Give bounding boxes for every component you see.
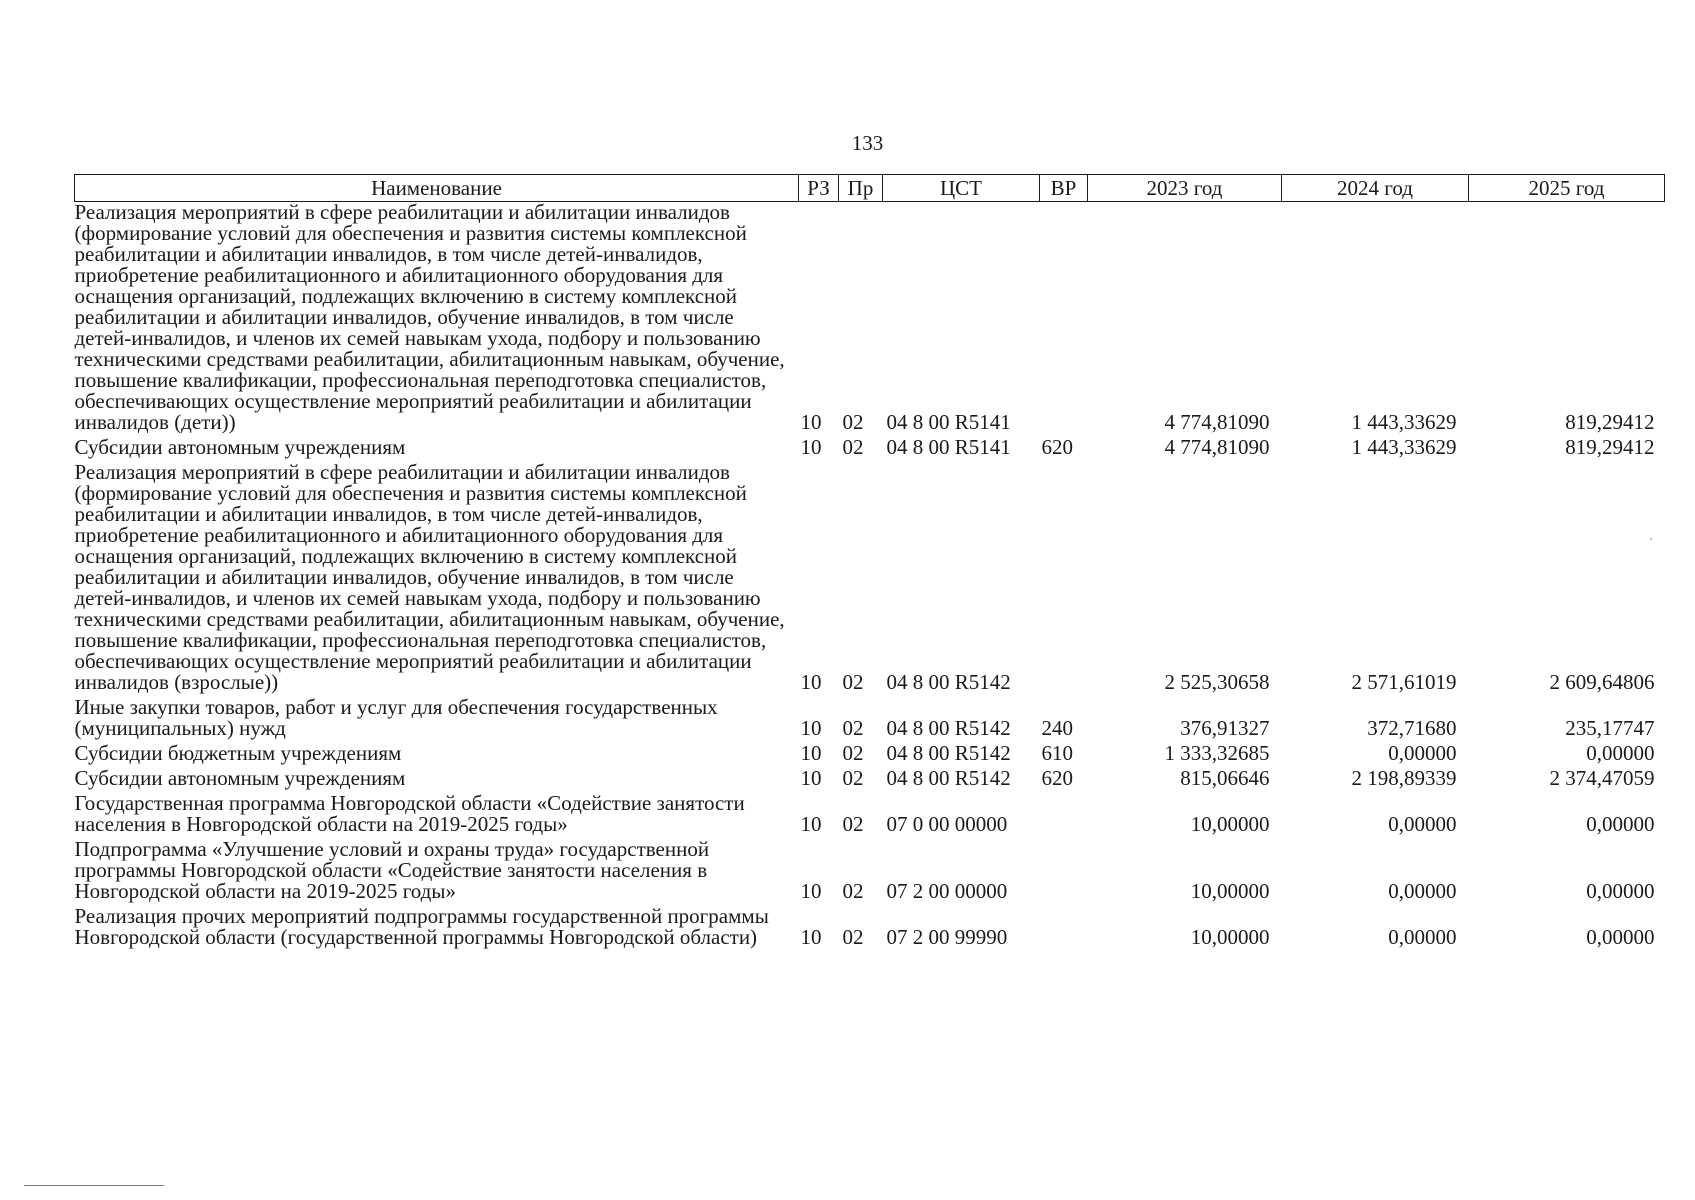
- row-2024: 2 571,61019: [1351, 670, 1457, 694]
- row-2025: 0,00000: [1586, 879, 1655, 903]
- row-2023: 1 333,32685: [1164, 741, 1270, 765]
- row-name: Подпрограмма «Улучшение условий и охраны труда» государственной программы Новгородской области «Содействие занятости населения в Новгородской области на 2019-2025 годы»: [74, 837, 710, 903]
- table-row: [75, 693, 1665, 739]
- row-2025: 819,29412: [1565, 435, 1655, 459]
- row-cst: 04 8 00 R5141: [886, 410, 1011, 434]
- row-pr: 02: [842, 670, 864, 694]
- row-cst: 04 8 00 R5142: [886, 716, 1011, 740]
- row-cst: 07 2 00 00000: [886, 879, 1008, 903]
- row-2025: 235,17747: [1565, 716, 1655, 740]
- row-2024: 0,00000: [1388, 741, 1457, 765]
- row-cst: 07 2 00 99990: [886, 925, 1008, 949]
- row-2024: 1 443,33629: [1351, 435, 1457, 459]
- row-vr: 240: [1041, 716, 1073, 740]
- row-name: Реализация прочих мероприятий подпрограммы государственной программы Новгородской области (государственной программы Новгородской области): [74, 904, 769, 949]
- row-vr: [1040, 902, 1088, 948]
- row-2023: 4 774,81090: [1164, 410, 1270, 434]
- header-name: Наименование: [75, 175, 799, 202]
- row-vr: [1040, 835, 1088, 902]
- table-header: [75, 175, 1665, 202]
- budget-table: [74, 174, 1665, 948]
- row-vr: 610: [1041, 741, 1073, 765]
- row-2024: 0,00000: [1388, 879, 1457, 903]
- row-2024: 2 198,89339: [1351, 766, 1457, 790]
- row-2023: 10,00000: [1190, 925, 1270, 949]
- table-body: [75, 202, 1665, 949]
- row-pr: 02: [842, 925, 864, 949]
- row-pr: 02: [842, 741, 864, 765]
- row-vr: 620: [1041, 766, 1073, 790]
- row-2024: 0,00000: [1388, 812, 1457, 836]
- header-cst: ЦСТ: [883, 175, 1040, 202]
- row-2025: 2 374,47059: [1549, 766, 1655, 790]
- table-row: [75, 458, 1665, 693]
- row-2023: 815,06646: [1180, 766, 1270, 790]
- row-rz: 10: [800, 925, 822, 949]
- row-vr: [1040, 789, 1088, 835]
- table-row: [75, 433, 1665, 458]
- row-name: Субсидии автономным учреждениям: [74, 435, 406, 459]
- row-2024: 0,00000: [1388, 925, 1457, 949]
- row-cst: 07 0 00 00000: [886, 812, 1008, 836]
- row-name: Иные закупки товаров, работ и услуг для обеспечения государственных (муниципальных) нужд: [74, 695, 718, 740]
- row-pr: 02: [842, 812, 864, 836]
- row-2023: 10,00000: [1190, 812, 1270, 836]
- row-2025: 0,00000: [1586, 741, 1655, 765]
- row-2025: 0,00000: [1586, 925, 1655, 949]
- row-name: Государственная программа Новгородской области «Содействие занятости населения в Новгородской области на 2019-2025 годы»: [74, 791, 745, 836]
- header-2024: 2024 год: [1282, 175, 1469, 202]
- row-vr: [1040, 202, 1088, 434]
- row-2023: 4 774,81090: [1164, 435, 1270, 459]
- row-cst: 04 8 00 R5142: [886, 741, 1011, 765]
- row-pr: 02: [842, 435, 864, 459]
- row-2024: 372,71680: [1367, 716, 1457, 740]
- row-2023: 2 525,30658: [1164, 670, 1270, 694]
- row-rz: 10: [800, 812, 822, 836]
- scan-artifact-dot: [1650, 538, 1652, 540]
- row-2025: 0,00000: [1586, 812, 1655, 836]
- row-rz: 10: [800, 670, 822, 694]
- table-row: [75, 902, 1665, 948]
- row-2025: 2 609,64806: [1549, 670, 1655, 694]
- row-cst: 04 8 00 R5141: [886, 435, 1011, 459]
- row-vr: [1040, 458, 1088, 693]
- row-name: Субсидии автономным учреждениям: [74, 766, 406, 790]
- header-pr: Пр: [839, 175, 883, 202]
- table-row: [75, 764, 1665, 789]
- header-2023: 2023 год: [1088, 175, 1282, 202]
- row-2023: 376,91327: [1180, 716, 1270, 740]
- header-2025: 2025 год: [1469, 175, 1665, 202]
- page-number: 133: [851, 131, 884, 155]
- row-vr: 620: [1041, 435, 1073, 459]
- row-pr: 02: [842, 766, 864, 790]
- row-2024: 1 443,33629: [1351, 410, 1457, 434]
- row-rz: 10: [800, 410, 822, 434]
- header-rz: РЗ: [799, 175, 839, 202]
- header-vr: ВР: [1040, 175, 1088, 202]
- row-rz: 10: [800, 741, 822, 765]
- row-cst: 04 8 00 R5142: [886, 670, 1011, 694]
- table-row: [75, 789, 1665, 835]
- row-2025: 819,29412: [1565, 410, 1655, 434]
- row-rz: 10: [800, 766, 822, 790]
- row-pr: 02: [842, 879, 864, 903]
- row-rz: 10: [800, 435, 822, 459]
- row-pr: 02: [842, 410, 864, 434]
- row-name: Субсидии бюджетным учреждениям: [74, 741, 402, 765]
- row-name: Реализация мероприятий в сфере реабилитации и абилитации инвалидов (формирование условий для обеспечения и развития системы комплексной реабилитации и абилитации инвалидов, в том числе детей-инвалидов, приобретение реабилитационного и абилитационного оборудования для оснащения организаций, подлежащих включению в систему комплексной реабилитации и абилитации инвалидов, обучение инвалидов, в том числе детей-инвалидов, и членов их семей навыкам ухода, подбору и пользованию техническими средствами реабилитации, абилитационным навыкам, обучение, повышение квалификации, профессиональная переподготовка специалистов, обеспечивающих осуществление мероприятий реабилитации и абилитации инвалидов (взрослые)): [74, 460, 785, 694]
- scan-artifact-line: [24, 1185, 164, 1186]
- table-row: [75, 202, 1665, 434]
- row-cst: 04 8 00 R5142: [886, 766, 1011, 790]
- row-2023: 10,00000: [1190, 879, 1270, 903]
- row-pr: 02: [842, 716, 864, 740]
- row-rz: 10: [800, 879, 822, 903]
- table-row: [75, 739, 1665, 764]
- row-rz: 10: [800, 716, 822, 740]
- table-row: [75, 835, 1665, 902]
- row-name: Реализация мероприятий в сфере реабилитации и абилитации инвалидов (формирование условий для обеспечения и развития системы комплексной реабилитации и абилитации инвалидов, в том числе детей-инвалидов, приобретение реабилитационного и абилитационного оборудования для оснащения организаций, подлежащих включению в систему комплексной реабилитации и абилитации инвалидов, обучение инвалидов, в том числе детей-инвалидов, и членов их семей навыкам ухода, подбору и пользованию техническими средствами реабилитации, абилитационным навыкам, обучение, повышение квалификации, профессиональная переподготовка специалистов, обеспечивающих осуществление мероприятий реабилитации и абилитации инвалидов (дети)): [74, 200, 785, 434]
